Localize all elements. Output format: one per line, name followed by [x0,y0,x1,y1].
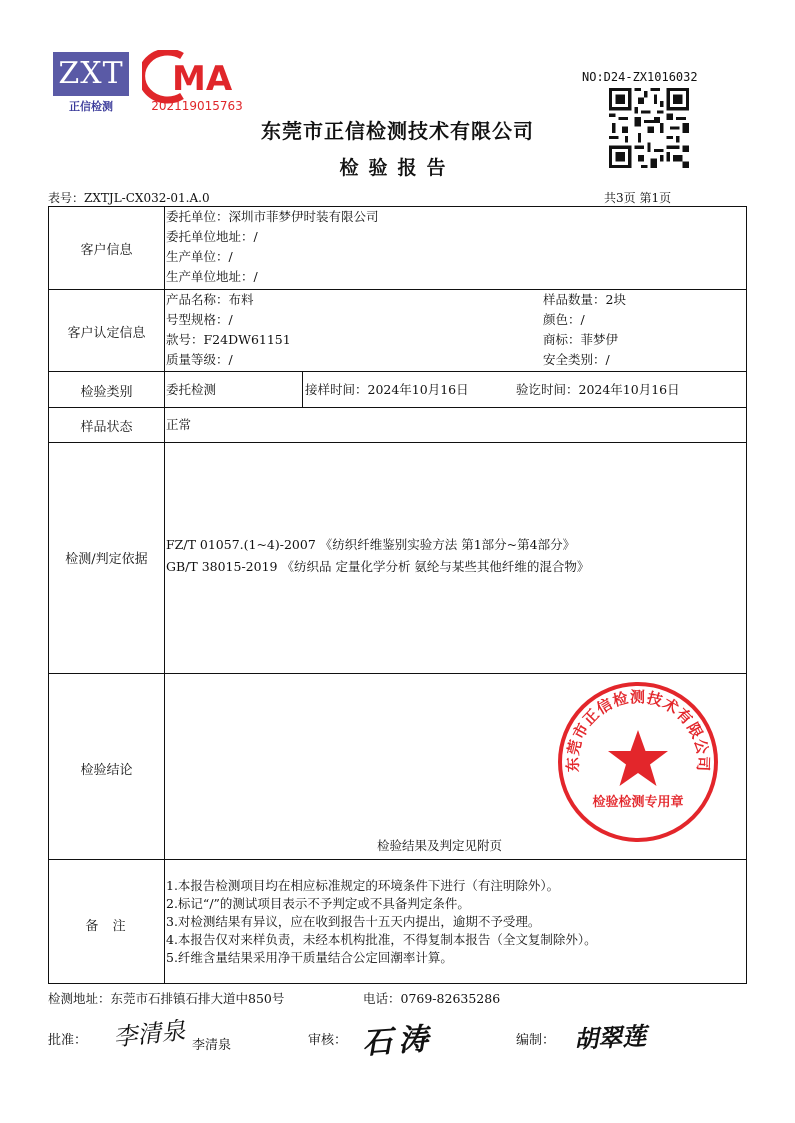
sample-state-label: 样品状态 [80,420,133,435]
sample-state-value: 正常 [166,417,192,432]
approve-label: 批准： [48,1033,88,1048]
client-info-label: 客户信息 [80,243,133,258]
product-line: 款号：F24DW61151 [166,332,291,347]
seal-ring-text: 东莞市正信检测技术有限公司 [563,688,713,773]
client-line: 委托单位：深圳市菲梦伊时装有限公司 [166,209,379,224]
product-line: 颜色：/ [543,312,585,327]
compile-signature: 胡翠莲 [573,1021,647,1054]
column-divider [164,207,165,983]
remark-line: 2.标记“/”的测试项目表示不予判定或不具备判定条件。 [166,896,470,911]
row-divider [49,442,746,443]
report-number: NO:D24-ZX1016032 [582,70,698,84]
standards-label: 检测/判定依据 [65,552,148,567]
zxt-logo-subtitle: 正信检测 [69,100,113,113]
approve-name: 李清泉 [192,1038,232,1053]
company-name: 东莞市正信检测技术有限公司 [261,119,534,143]
client-line: 生产单位地址：/ [166,269,258,284]
client-line: 委托单位地址：/ [166,229,258,244]
product-info-label: 客户认定信息 [67,326,146,341]
report-title: 检验报告 [339,157,456,179]
product-line: 安全类别：/ [543,352,610,367]
remarks-label: 备 注 [85,919,128,934]
remark-line: 3.对检测结果有异议，应在收到报告十五天内提出，逾期不予受理。 [166,914,541,929]
cma-logo-text: MA [172,59,233,99]
product-line: 号型规格：/ [166,312,233,327]
review-label: 审核： [308,1033,348,1048]
product-line: 产品名称：布料 [166,292,254,307]
lab-phone: 电话：0769-82635286 [363,991,501,1006]
conclusion-text: 检验结果及判定见附页 [377,838,503,853]
page-info: 共3页 第1页 [604,191,672,205]
column-divider [302,371,303,407]
standard-line: GB/T 38015-2019 《纺织品 定量化学分析 氨纶与某些其他纤维的混合物》 [166,559,590,574]
complete-time: 验讫时间：2024年10月16日 [516,382,680,397]
compile-label: 编制： [516,1033,556,1048]
zxt-logo [53,52,129,116]
remark-line: 4.本报告仅对来样负责，未经本机构批准，不得复制本报告（全文复制除外）。 [166,932,597,947]
client-line: 生产单位：/ [166,249,233,264]
receive-time: 接样时间：2024年10月16日 [305,382,469,397]
standard-line: FZ/T 01057.(1~4)-2007 《纺织纤维鉴别实验方法 第1部分~第4部分》 [166,537,576,552]
official-seal [556,680,720,844]
row-divider [49,289,746,290]
product-line: 质量等级：/ [166,352,233,367]
product-line: 样品数量：2块 [543,292,626,307]
form-number: 表号：ZXTJL-CX032-01.A.0 [48,191,210,205]
review-signature: 石涛 [361,1021,436,1062]
remark-line: 1.本报告检测项目均在相应标准规定的环境条件下进行（有注明除外）。 [166,878,560,893]
remark-line: 5.纤维含量结果采用净干质量结合公定回潮率计算。 [166,950,453,965]
seal-star-icon [608,730,668,786]
row-divider [49,371,746,372]
lab-address: 检测地址：东莞市石排镇石排大道中850号 [48,991,285,1006]
approve-signature: 李清泉 [111,1016,187,1052]
row-divider [49,407,746,408]
inspection-type-value: 委托检测 [166,382,217,397]
row-divider [49,859,746,860]
cma-number: 202119015763 [151,99,243,113]
zxt-logo-text: ZXT [53,52,129,96]
report-table [48,206,747,984]
seal-bottom-text: 检验检测专用章 [592,795,684,810]
conclusion-label: 检验结论 [80,763,133,778]
inspection-type-label: 检验类别 [80,385,133,400]
row-divider [49,673,746,674]
product-line: 商标：菲梦伊 [543,332,619,347]
